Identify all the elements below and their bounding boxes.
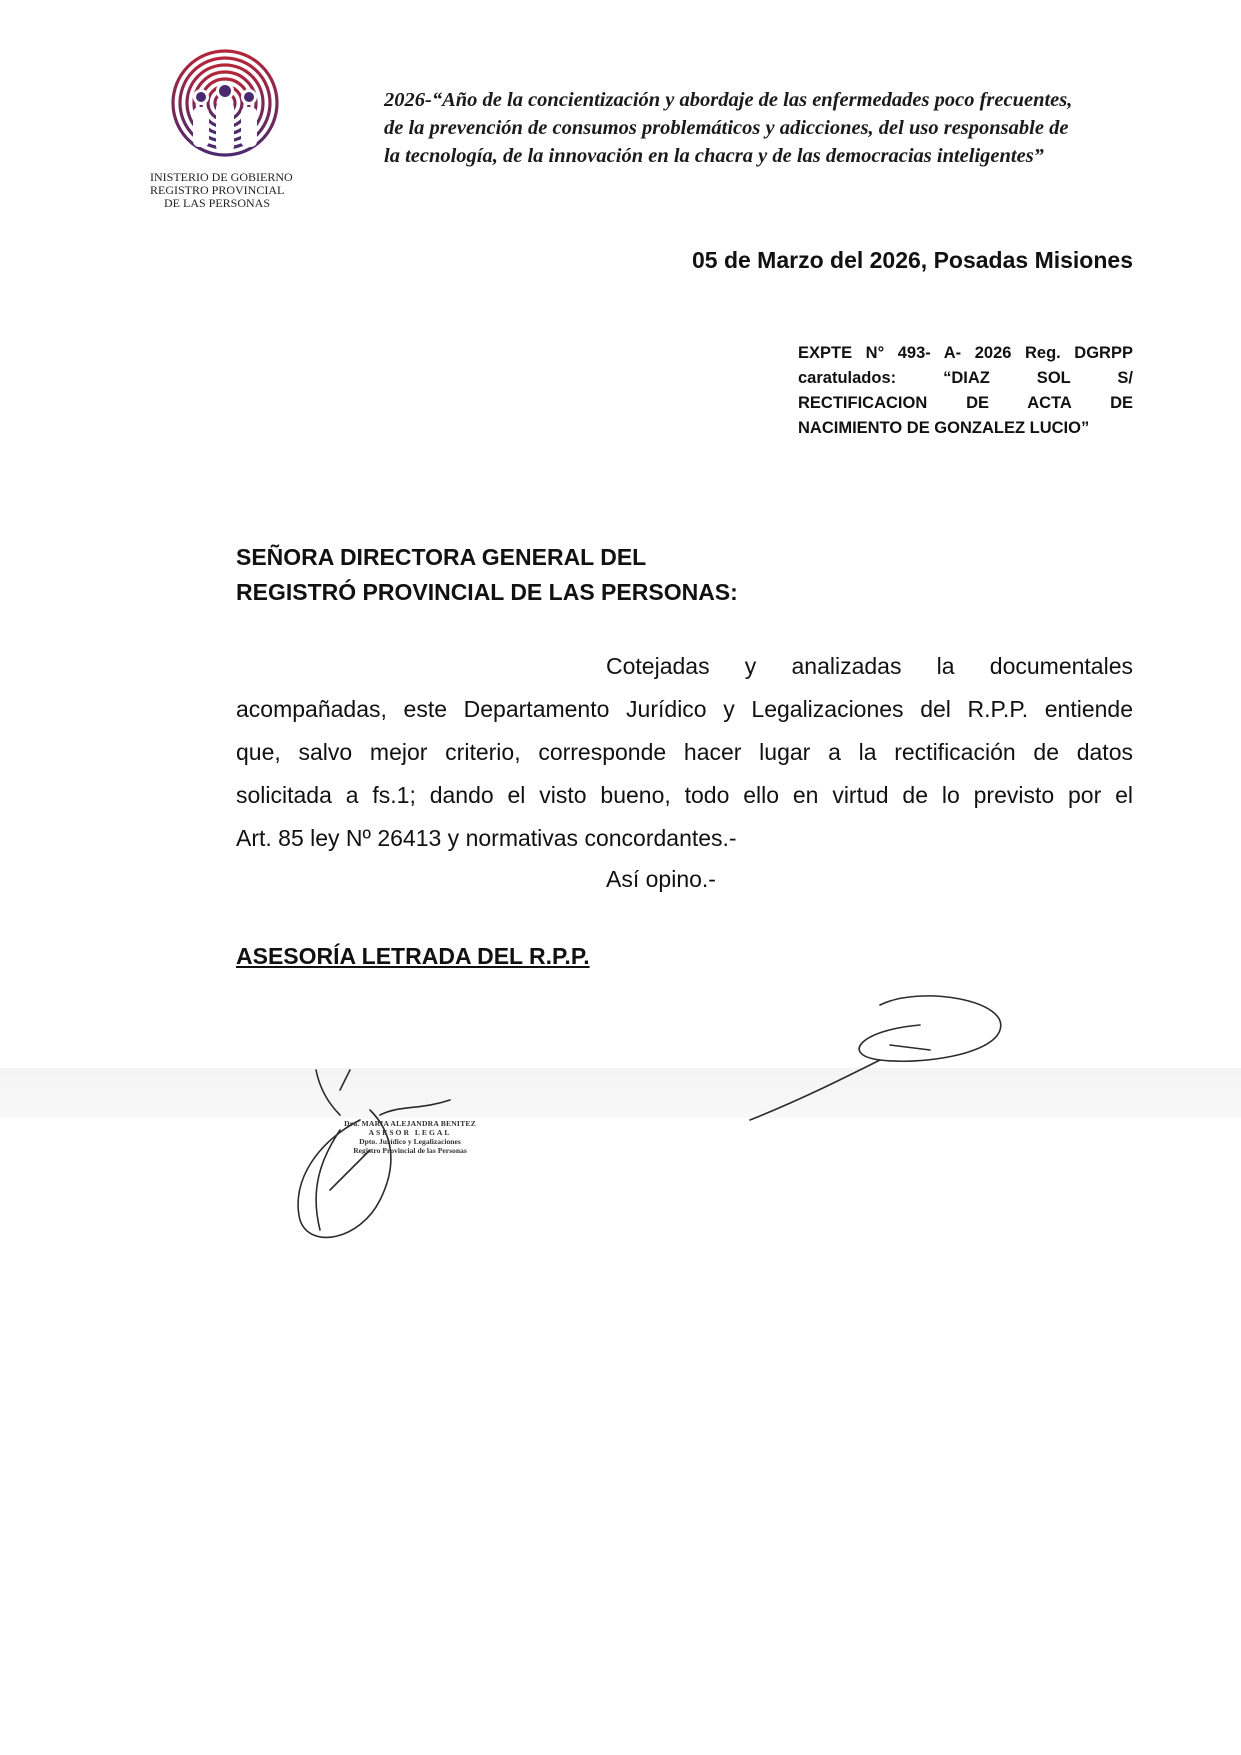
body-line: Cotejadas y analizadas la documentales bbox=[606, 653, 1133, 679]
case-line: caratulados: “DIAZ SOL S/ bbox=[798, 369, 1133, 387]
body-line: acompañadas, este Departamento Jurídico y Legalizaciones del R.P.P. entiende bbox=[236, 696, 1133, 722]
org-line: REGISTRO PROVINCIAL bbox=[150, 183, 285, 197]
organization-name bbox=[150, 171, 320, 210]
stamp-line: ASESOR LEGAL bbox=[368, 1128, 452, 1137]
case-reference bbox=[798, 341, 1133, 441]
office-title: ASESORÍA LETRADA DEL R.P.P. bbox=[236, 943, 590, 969]
motto-line: la tecnología, de la innovación en la chacra y de las democracias inteligentes” bbox=[384, 145, 1044, 167]
body-paragraph bbox=[236, 645, 1133, 860]
motto-line: de la prevención de consumos problemáticos y adicciones, del uso responsable de bbox=[384, 117, 1069, 139]
case-line: RECTIFICACION DE ACTA DE bbox=[798, 394, 1133, 412]
motto-line: 2026-“Año de la concientización y abordaje de las enfermedades poco frecuentes, bbox=[384, 89, 1073, 111]
stamp-line: Dra. MARIA ALEJANDRA BENITEZ bbox=[344, 1119, 476, 1128]
case-line: EXPTE N° 493- A- 2026 Reg. DGRPP bbox=[798, 344, 1133, 362]
body-line: Art. 85 ley Nº 26413 y normativas concordantes.- bbox=[236, 825, 737, 851]
stamp-line: Dpto. Jurídico y Legalizaciones bbox=[359, 1137, 461, 1146]
legal-advisor-stamp bbox=[340, 1119, 480, 1155]
org-line: DE LAS PERSONAS bbox=[164, 196, 271, 210]
salutation bbox=[236, 540, 738, 610]
body-line: que, salvo mejor criterio, corresponde hacer lugar a la rectificación de datos bbox=[236, 739, 1133, 765]
registry-logo bbox=[165, 45, 285, 165]
body-line: solicitada a fs.1; dando el visto bueno, todo ello en virtud de lo previsto por el bbox=[236, 782, 1133, 808]
org-line: INISTERIO DE GOBIERNO bbox=[150, 170, 293, 184]
salutation-line: REGISTRÓ PROVINCIAL DE LAS PERSONAS: bbox=[236, 579, 738, 605]
stamp-line: Registro Provincial de las Personas bbox=[353, 1146, 467, 1155]
case-line: NACIMIENTO DE GONZALEZ LUCIO” bbox=[798, 419, 1090, 437]
closing-phrase: Así opino.- bbox=[606, 866, 716, 892]
date-line: 05 de Marzo del 2026, Posadas Misiones bbox=[691, 247, 1133, 273]
year-motto bbox=[384, 86, 1164, 170]
salutation-line: SEÑORA DIRECTORA GENERAL DEL bbox=[236, 544, 647, 570]
